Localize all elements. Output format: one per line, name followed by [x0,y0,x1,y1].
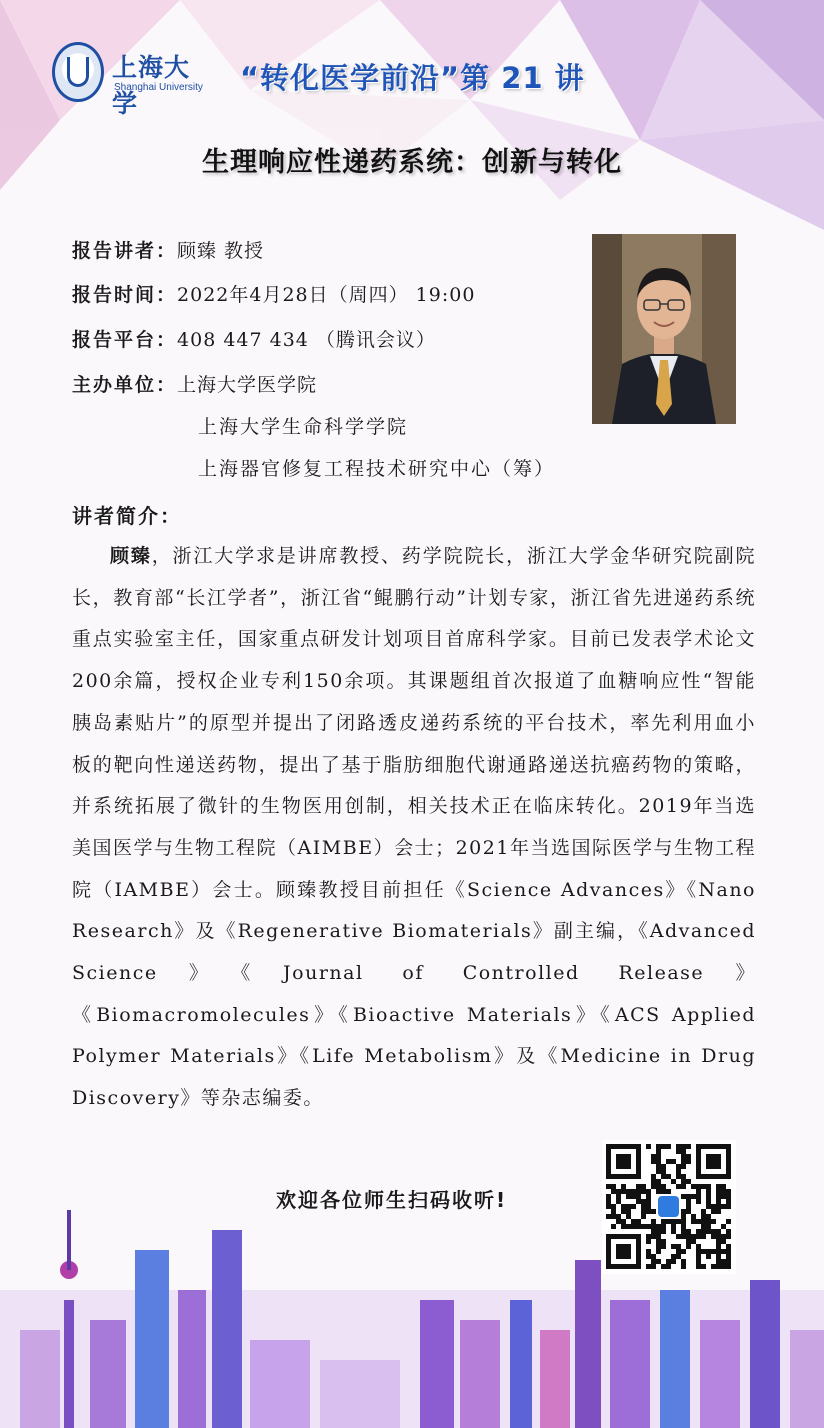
platform-value: 408 447 434 （腾讯会议） [177,329,436,351]
university-name-cn: 上海大学 [112,53,191,118]
time-label: 报告时间： [72,284,178,306]
university-name-en: Shanghai University [114,82,203,93]
university-logo [52,42,212,118]
speaker-row [72,236,264,263]
speaker-label: 报告讲者： [72,240,178,262]
host-label: 主办单位： [72,374,178,396]
bio-paragraph [72,536,756,1120]
host-value-1: 上海大学医学院 [177,374,318,396]
platform-row [72,325,436,352]
qr-code-icon [602,1140,736,1274]
host-row [72,370,317,397]
time-value: 2022年4月28日（周四） 19:00 [177,284,476,306]
platform-label: 报告平台： [72,329,178,351]
series-title: “转化医学前沿”第 21 讲 [240,61,585,95]
bio-heading: 讲者简介： [72,504,182,528]
speaker-value: 顾臻 教授 [177,240,265,262]
welcome-text: 欢迎各位师生扫码收听! [276,1188,508,1212]
speaker-portrait-icon [592,234,736,424]
time-row [72,280,475,307]
bio-text: ，浙江大学求是讲席教授、药学院院长，浙江大学金华研究院副院长，教育部“长江学者”，浙江省“鲲鹏行动”计划专家，浙江省先进递药系统重点实验室主任，国家重点研发计划项目首席科学家。目前已发表学术论文200余篇，授权企业专利150余项。其课题组首次报道了血糖响应性“智能胰岛素贴片”的原型并提出了闭路透皮递药系统的平台技术，率先利用血小板的靶向性递送药物，提出了基于脂肪细胞代谢通路递送抗癌药物的策略，并系统拓展了微针的生物医用创制，相关技术正在临床转化。2019年当选美国医学与生物工程院（AIMBE）会士；2021年当选国际医学与生物工程院（IAMBE）会士。顾臻教授目前担任《Science Advances》《Nano Research》及《Regenerative Biomaterials》副主编，《Advanced Science》《Journal of Controlled Release》《Biomacromolecules》《Bioactive Materials》《ACS Applied Polymer Materials》《Life Metabolism》及《Medicine in Drug Discovery》等杂志编委。 [72,545,756,1110]
speaker-photo [592,234,736,424]
host-value-2: 上海大学生命科学学院 [198,416,409,438]
host-value-3: 上海器官修复工程技术研究中心（筹） [198,458,556,480]
qr-code[interactable] [602,1140,736,1274]
talk-title: 生理响应性递药系统：创新与转化 [202,147,622,178]
university-seal-icon [52,42,104,102]
bio-name: 顾臻 [110,545,152,567]
